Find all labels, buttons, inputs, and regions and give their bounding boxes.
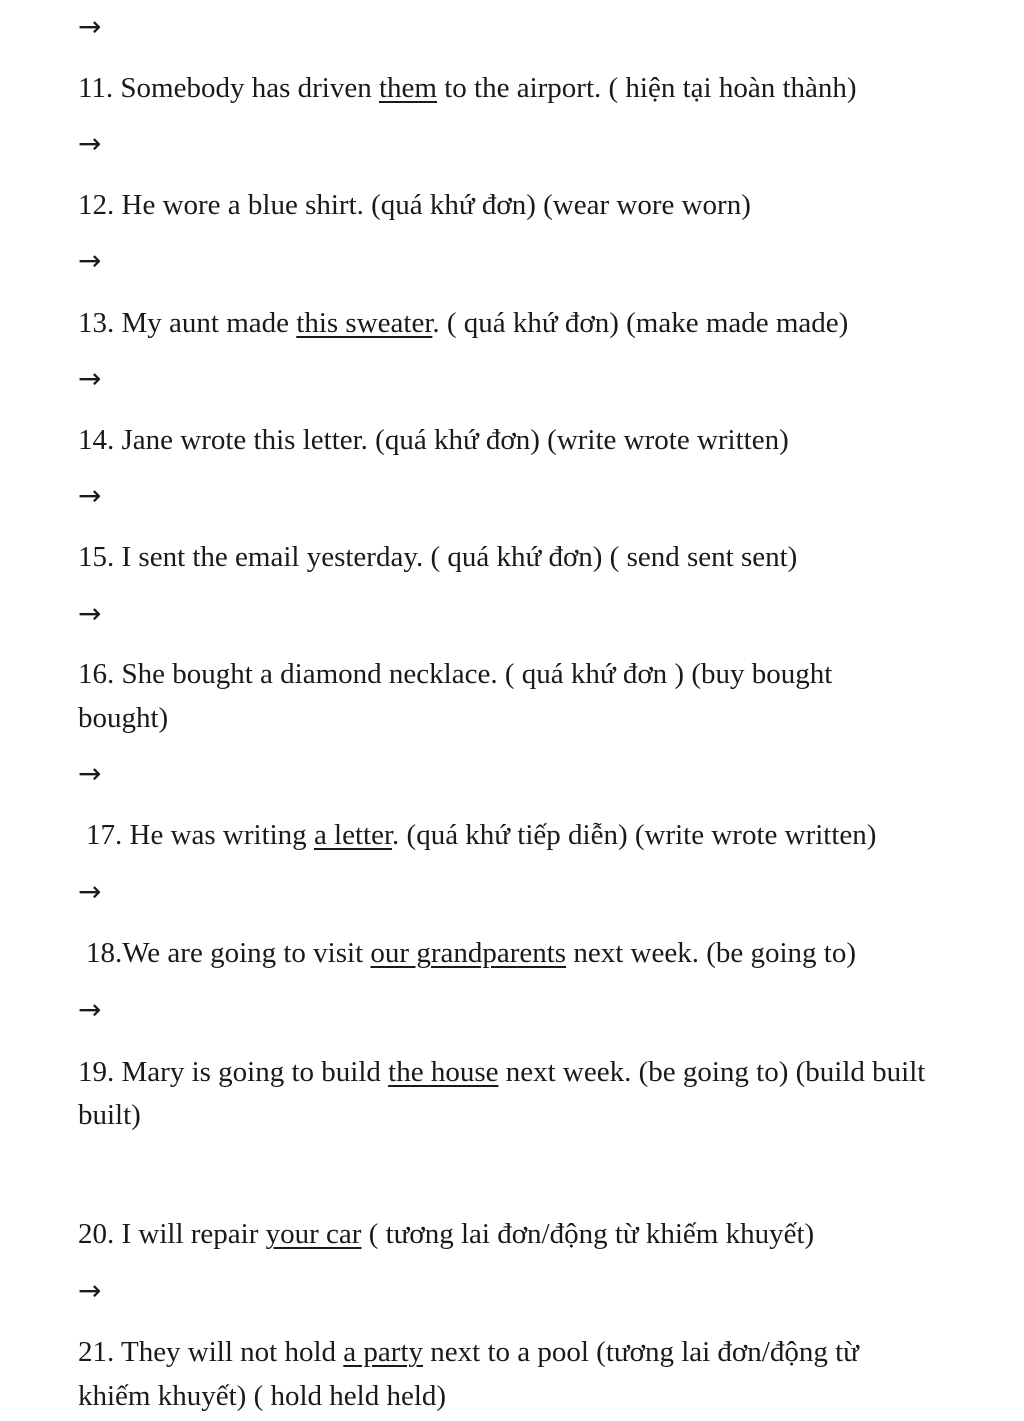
exercise-13 bbox=[78, 306, 848, 340]
exercise-18 bbox=[86, 936, 856, 970]
answer-arrow-16: → bbox=[78, 757, 102, 790]
exercise-21-line-2: khiếm khuyết) ( hold held held) bbox=[78, 1380, 447, 1412]
answer-arrow-12: → bbox=[78, 244, 102, 277]
exercise-17-post: . (quá khứ tiếp diễn) (write wrote written) bbox=[392, 819, 877, 851]
answer-arrow-20: → bbox=[78, 1274, 102, 1307]
exercise-19-line-1 bbox=[78, 1055, 925, 1089]
exercise-17-pre: 17. He was writing bbox=[86, 819, 314, 851]
exercise-20-post: ( tương lai đơn/động từ khiếm khuyết) bbox=[361, 1218, 815, 1250]
answer-arrow-14: → bbox=[78, 479, 102, 512]
exercise-13-underlined: this sweater bbox=[296, 307, 433, 339]
exercise-11-pre: 11. Somebody has driven bbox=[78, 72, 379, 104]
answer-arrow-11: → bbox=[78, 127, 102, 160]
exercise-14: 14. Jane wrote this letter. (quá khứ đơn) (write wrote written) bbox=[78, 424, 789, 456]
exercise-18-underlined: our grandparents bbox=[370, 937, 567, 969]
exercise-20-pre: 20. I will repair bbox=[78, 1218, 266, 1250]
exercise-19-pre: 19. Mary is going to build bbox=[78, 1056, 389, 1088]
exercise-11-post: to the airport. ( hiện tại hoàn thành) bbox=[436, 72, 857, 104]
exercise-11 bbox=[78, 71, 857, 105]
exercise-21-pre: 21. They will not hold bbox=[78, 1336, 344, 1368]
exercise-17-underlined: a letter bbox=[313, 819, 393, 851]
answer-arrow-15: → bbox=[78, 597, 102, 630]
answer-arrow-17: → bbox=[78, 875, 102, 908]
exercise-20-underlined: your car bbox=[265, 1218, 362, 1250]
exercise-12: 12. He wore a blue shirt. (quá khứ đơn) (wear wore worn) bbox=[78, 189, 751, 221]
exercise-21-underlined: a party bbox=[343, 1336, 424, 1368]
exercise-15: 15. I sent the email yesterday. ( quá khứ đơn) ( send sent sent) bbox=[78, 541, 798, 573]
exercise-13-pre: 13. My aunt made bbox=[78, 307, 297, 339]
exercise-19-post: next week. (be going to) (build built bbox=[498, 1056, 926, 1088]
exercise-18-post: next week. (be going to) bbox=[566, 937, 857, 969]
exercise-16-line-1: 16. She bought a diamond necklace. ( quá khứ đơn ) (buy bought bbox=[78, 658, 833, 690]
exercise-19-underlined: the house bbox=[388, 1056, 499, 1088]
exercise-13-post: . ( quá khứ đơn) (make made made) bbox=[432, 307, 849, 339]
answer-arrow-10: → bbox=[78, 10, 102, 43]
answer-arrow-13: → bbox=[78, 362, 102, 395]
exercise-16-line-2: bought) bbox=[78, 702, 169, 734]
exercise-19-line-2: built) bbox=[78, 1099, 141, 1131]
answer-arrow-18: → bbox=[78, 993, 102, 1026]
exercise-21-post: next to a pool (tương lai đơn/động từ bbox=[423, 1336, 859, 1368]
exercise-17 bbox=[86, 818, 876, 852]
exercise-18-pre: 18.We are going to visit bbox=[86, 937, 371, 969]
exercise-11-underlined: them bbox=[378, 72, 437, 104]
exercise-20 bbox=[78, 1217, 814, 1251]
exercise-21-line-1 bbox=[78, 1335, 859, 1369]
